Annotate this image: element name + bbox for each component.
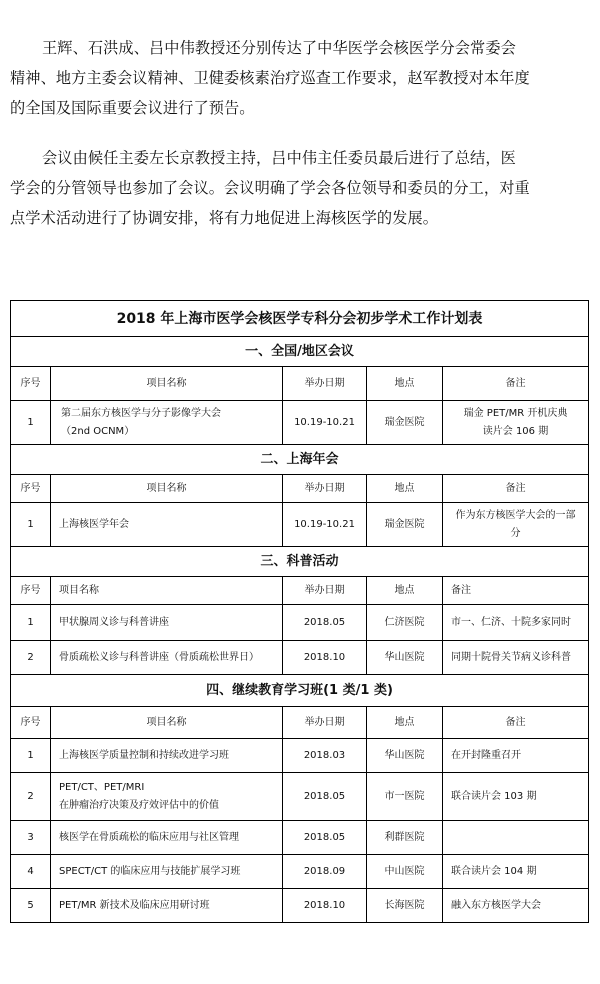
row-number: 2 [11, 773, 51, 821]
event-place: 瑞金医院 [367, 503, 443, 547]
col-header-date: 举办日期 [283, 707, 367, 739]
remark-line: 同期十院骨关节病义诊科普 [451, 651, 571, 663]
col-header-place: 地点 [367, 475, 443, 503]
col-header-name: 项目名称 [51, 577, 283, 605]
row-number: 3 [11, 821, 51, 855]
col-header-date: 举办日期 [283, 577, 367, 605]
project-name-line: 核医学在骨质疏松的临床应用与社区管理 [59, 831, 239, 843]
section-heading-row [11, 547, 589, 577]
table-row [11, 503, 589, 547]
event-place: 市一医院 [367, 773, 443, 821]
row-number: 2 [11, 641, 51, 675]
event-place: 华山医院 [367, 641, 443, 675]
col-header-date: 举办日期 [283, 475, 367, 503]
event-place: 仁济医院 [367, 605, 443, 641]
event-date: 2018.03 [283, 739, 367, 773]
table-title: 2018 年上海市医学会核医学专科分会初步学术工作计划表 [11, 301, 589, 337]
col-header-no: 序号 [11, 475, 51, 503]
remark [443, 641, 589, 675]
col-header-place: 地点 [367, 577, 443, 605]
project-name-line: 上海核医学年会 [59, 518, 129, 530]
project-name [51, 641, 283, 675]
col-header-no: 序号 [11, 577, 51, 605]
table-row [11, 821, 589, 855]
table-row [11, 889, 589, 923]
remark [443, 739, 589, 773]
column-header-row [11, 367, 589, 401]
remark [443, 821, 589, 855]
remark-line: 联合读片会 103 期 [451, 790, 537, 802]
column-header-row [11, 707, 589, 739]
column-header-row [11, 475, 589, 503]
project-name [51, 821, 283, 855]
event-date: 2018.10 [283, 641, 367, 675]
event-place: 长海医院 [367, 889, 443, 923]
event-date: 2018.10 [283, 889, 367, 923]
col-header-date: 举办日期 [283, 367, 367, 401]
col-header-name: 项目名称 [51, 707, 283, 739]
section-heading: 四、继续教育学习班(1 类/1 类) [11, 675, 589, 707]
remark-line: 瑞金 PET/MR 开机庆典 [463, 407, 568, 419]
project-name-line: PET/MR 新技术及临床应用研讨班 [59, 899, 210, 911]
project-name-line: 甲状腺周义诊与科普讲座 [59, 616, 169, 628]
col-header-name: 项目名称 [51, 367, 283, 401]
row-number: 1 [11, 401, 51, 445]
section-heading-row [11, 445, 589, 475]
event-date: 2018.09 [283, 855, 367, 889]
project-name [51, 855, 283, 889]
event-date: 2018.05 [283, 605, 367, 641]
remark-line: 读片会 106 期 [482, 425, 549, 437]
column-header-row [11, 577, 589, 605]
col-header-note: 备注 [443, 475, 589, 503]
project-name-line: 第二届东方核医学与分子影像学大会 [61, 407, 221, 419]
col-header-note: 备注 [443, 707, 589, 739]
paragraph-1 [10, 33, 590, 123]
section-heading-row [11, 675, 589, 707]
event-date: 10.19-10.21 [283, 503, 367, 547]
paragraph-line: 学会的分管领导也参加了会议。会议明确了学会各位领导和委员的分工，对重 [10, 179, 530, 197]
paragraph-line: 精神、地方主委会议精神、卫健委核素治疗巡查工作要求，赵军教授对本年度 [10, 69, 530, 87]
remark-line: 在开封隆重召开 [451, 749, 521, 761]
table-row [11, 605, 589, 641]
remark [443, 773, 589, 821]
remark-line: 融入东方核医学大会 [451, 899, 541, 911]
table-title-row [11, 301, 589, 337]
paragraph-line: 王辉、石洪成、吕中伟教授还分别传达了中华医学会核医学分会常委会 [42, 39, 516, 57]
table-row [11, 641, 589, 675]
project-name [51, 773, 283, 821]
section-heading: 二、上海年会 [11, 445, 589, 475]
paragraph-line: 点学术活动进行了协调安排，将有力地促进上海核医学的发展。 [10, 209, 439, 227]
section-heading-row [11, 337, 589, 367]
event-date: 2018.05 [283, 773, 367, 821]
project-name-line: SPECT/CT 的临床应用与技能扩展学习班 [59, 865, 241, 877]
project-name-line: 骨质疏松义诊与科普讲座（骨质疏松世界日） [59, 651, 259, 663]
col-header-no: 序号 [11, 707, 51, 739]
col-header-place: 地点 [367, 367, 443, 401]
row-number: 5 [11, 889, 51, 923]
event-date: 10.19-10.21 [283, 401, 367, 445]
paragraph-2 [10, 143, 590, 233]
project-name-line: PET/CT、PET/MRI [59, 781, 145, 793]
event-place: 利群医院 [367, 821, 443, 855]
table-row [11, 773, 589, 821]
col-header-no: 序号 [11, 367, 51, 401]
project-name [51, 739, 283, 773]
academic-plan-table [10, 300, 589, 923]
project-name [51, 605, 283, 641]
remark [443, 855, 589, 889]
remark-line: 作为东方核医学大会的一部 [455, 509, 576, 521]
event-date: 2018.05 [283, 821, 367, 855]
row-number: 1 [11, 503, 51, 547]
table-row [11, 401, 589, 445]
col-header-note: 备注 [443, 367, 589, 401]
remark [443, 401, 589, 445]
row-number: 4 [11, 855, 51, 889]
project-name [51, 889, 283, 923]
col-header-place: 地点 [367, 707, 443, 739]
remark-line: 分 [510, 527, 521, 539]
row-number: 1 [11, 739, 51, 773]
project-name-line: 在肿瘤治疗决策及疗效评估中的价值 [59, 799, 219, 811]
remark-line: 联合读片会 104 期 [451, 865, 537, 877]
remark [443, 503, 589, 547]
section-heading: 三、科普活动 [11, 547, 589, 577]
table-row [11, 855, 589, 889]
paragraph-line: 会议由候任主委左长京教授主持，吕中伟主任委员最后进行了总结，医 [42, 149, 516, 167]
event-place: 中山医院 [367, 855, 443, 889]
project-name-line: （2nd OCNM） [61, 425, 135, 437]
project-name [51, 401, 283, 445]
event-place: 瑞金医院 [367, 401, 443, 445]
project-name-line: 上海核医学质量控制和持续改进学习班 [59, 749, 229, 761]
remark-line: 市一、仁济、十院多家同时 [451, 616, 571, 628]
project-name [51, 503, 283, 547]
col-header-note: 备注 [443, 577, 589, 605]
paragraph-line: 的全国及国际重要会议进行了预告。 [10, 99, 255, 117]
event-place: 华山医院 [367, 739, 443, 773]
remark [443, 605, 589, 641]
col-header-name: 项目名称 [51, 475, 283, 503]
row-number: 1 [11, 605, 51, 641]
table-row [11, 739, 589, 773]
section-heading: 一、全国/地区会议 [11, 337, 589, 367]
remark [443, 889, 589, 923]
